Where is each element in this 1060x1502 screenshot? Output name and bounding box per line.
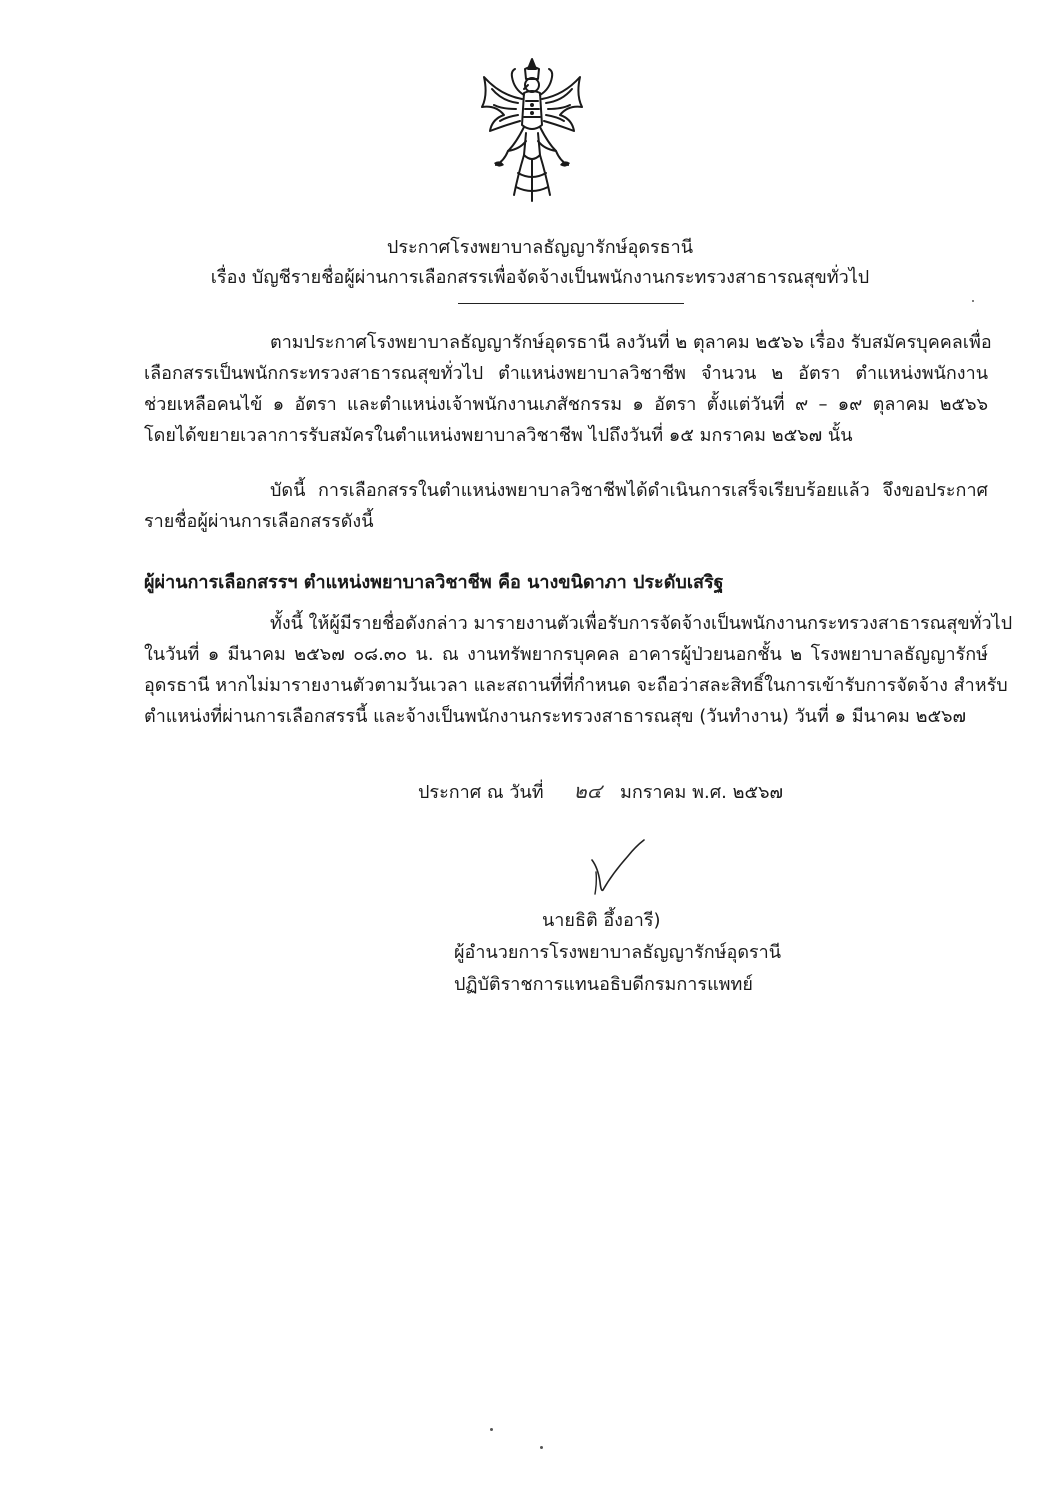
signer-position: ผู้อำนวยการโรงพยาบาลธัญญารักษ์อุดรานี [454,942,782,963]
paragraph-line: ช่วยเหลือคนไข้ ๑ อัตรา และตำแหน่งเจ้าพนักงานเภสัชกรรม ๑ อัตรา ตั้งแต่วันที่ ๙ – ๑๙ ตุลาคม ๒๕๖๖ [144,394,988,415]
paragraph-line: บัดนี้ การเลือกสรรในตำแหน่งพยาบาลวิชาชีพได้ดำเนินการเสร็จเรียบร้อยแล้ว จึงขอประกาศ [270,480,988,501]
scan-speck [972,300,974,302]
paragraph-line: ตำแหน่งที่ผ่านการเลือกสรรนี้ และจ้างเป็นพนักงานกระทรวงสาธารณสุข (วันทำงาน) วันที่ ๑ มีนาคม ๒๕๖๗ [144,706,967,727]
paragraph-line: รายชื่อผู้ผ่านการเลือกสรรดังนี้ [144,511,374,532]
date-prefix: ประกาศ ณ วันที่ [418,782,544,803]
paragraph-line: เลือกสรรเป็นพนักกระทรวงสาธารณสุขทั่วไป ตำแหน่งพยาบาลวิชาชีพ จำนวน ๒ อัตรา ตำแหน่งพนักงาน [144,363,988,384]
paragraph-background [144,327,992,451]
announcement-title: ประกาศโรงพยาบาลธัญญารักษ์อุดรธานี [386,237,694,258]
scan-speck [540,1446,543,1449]
paragraph-instructions [144,608,1013,732]
signature-icon [588,838,648,896]
garuda-emblem-icon [478,55,586,205]
title-divider [458,303,684,304]
signer-name: นายธิติ อึ้งอารี) [542,910,661,931]
announcement-subject: เรื่อง บัญชีรายชื่อผู้ผ่านการเลือกสรรเพื่อจัดจ้างเป็นพนักงานกระทรวงสาธารณสุขทั่วไป [210,267,870,288]
paragraph-line: ตามประกาศโรงพยาบาลธัญญารักษ์อุดรธานี ลงวันที่ ๒ ตุลาคม ๒๕๖๖ เรื่อง รับสมัครบุคคลเพื่อ [270,332,992,353]
selection-result [144,567,988,598]
paragraph-announcement [144,475,988,537]
result-line: ผู้ผ่านการเลือกสรรฯ ตำแหน่งพยาบาลวิชาชีพ คือ นางขนิดาภา ประดับเสริฐ [144,572,724,593]
announcement-date [418,775,783,807]
paragraph-line: โดยได้ขยายเวลาการรับสมัครในตำแหน่งพยาบาลวิชาชีพ ไปถึงวันที่ ๑๕ มกราคม ๒๕๖๗ นั้น [144,425,853,446]
date-day: ๒๔ [573,779,602,803]
paragraph-line: ทั้งนี้ ให้ผู้มีรายชื่อดังกล่าว มารายงานตัวเพื่อรับการจัดจ้างเป็นพนักงานกระทรวงสาธารณสุขทั่วไป [270,613,1013,634]
scan-speck [490,1428,493,1431]
date-suffix: มกราคม พ.ศ. ๒๕๖๗ [619,782,784,803]
signer-acting-position: ปฏิบัติราชการแทนอธิบดีกรมการแพทย์ [454,974,753,995]
paragraph-line: อุดรธานี หากไม่มารายงานตัวตามวันเวลา และสถานที่ที่กำหนด จะถือว่าสละสิทธิ์ในการเข้ารับการจัดจ้าง สำหรับ [144,675,1008,696]
paragraph-line: ในวันที่ ๑ มีนาคม ๒๕๖๗ ๐๘.๓๐ น. ณ งานทรัพยากรบุคคล อาคารผู้ป่วยนอกชั้น ๒ โรงพยาบาลธัญญารักษ์ [144,644,988,665]
